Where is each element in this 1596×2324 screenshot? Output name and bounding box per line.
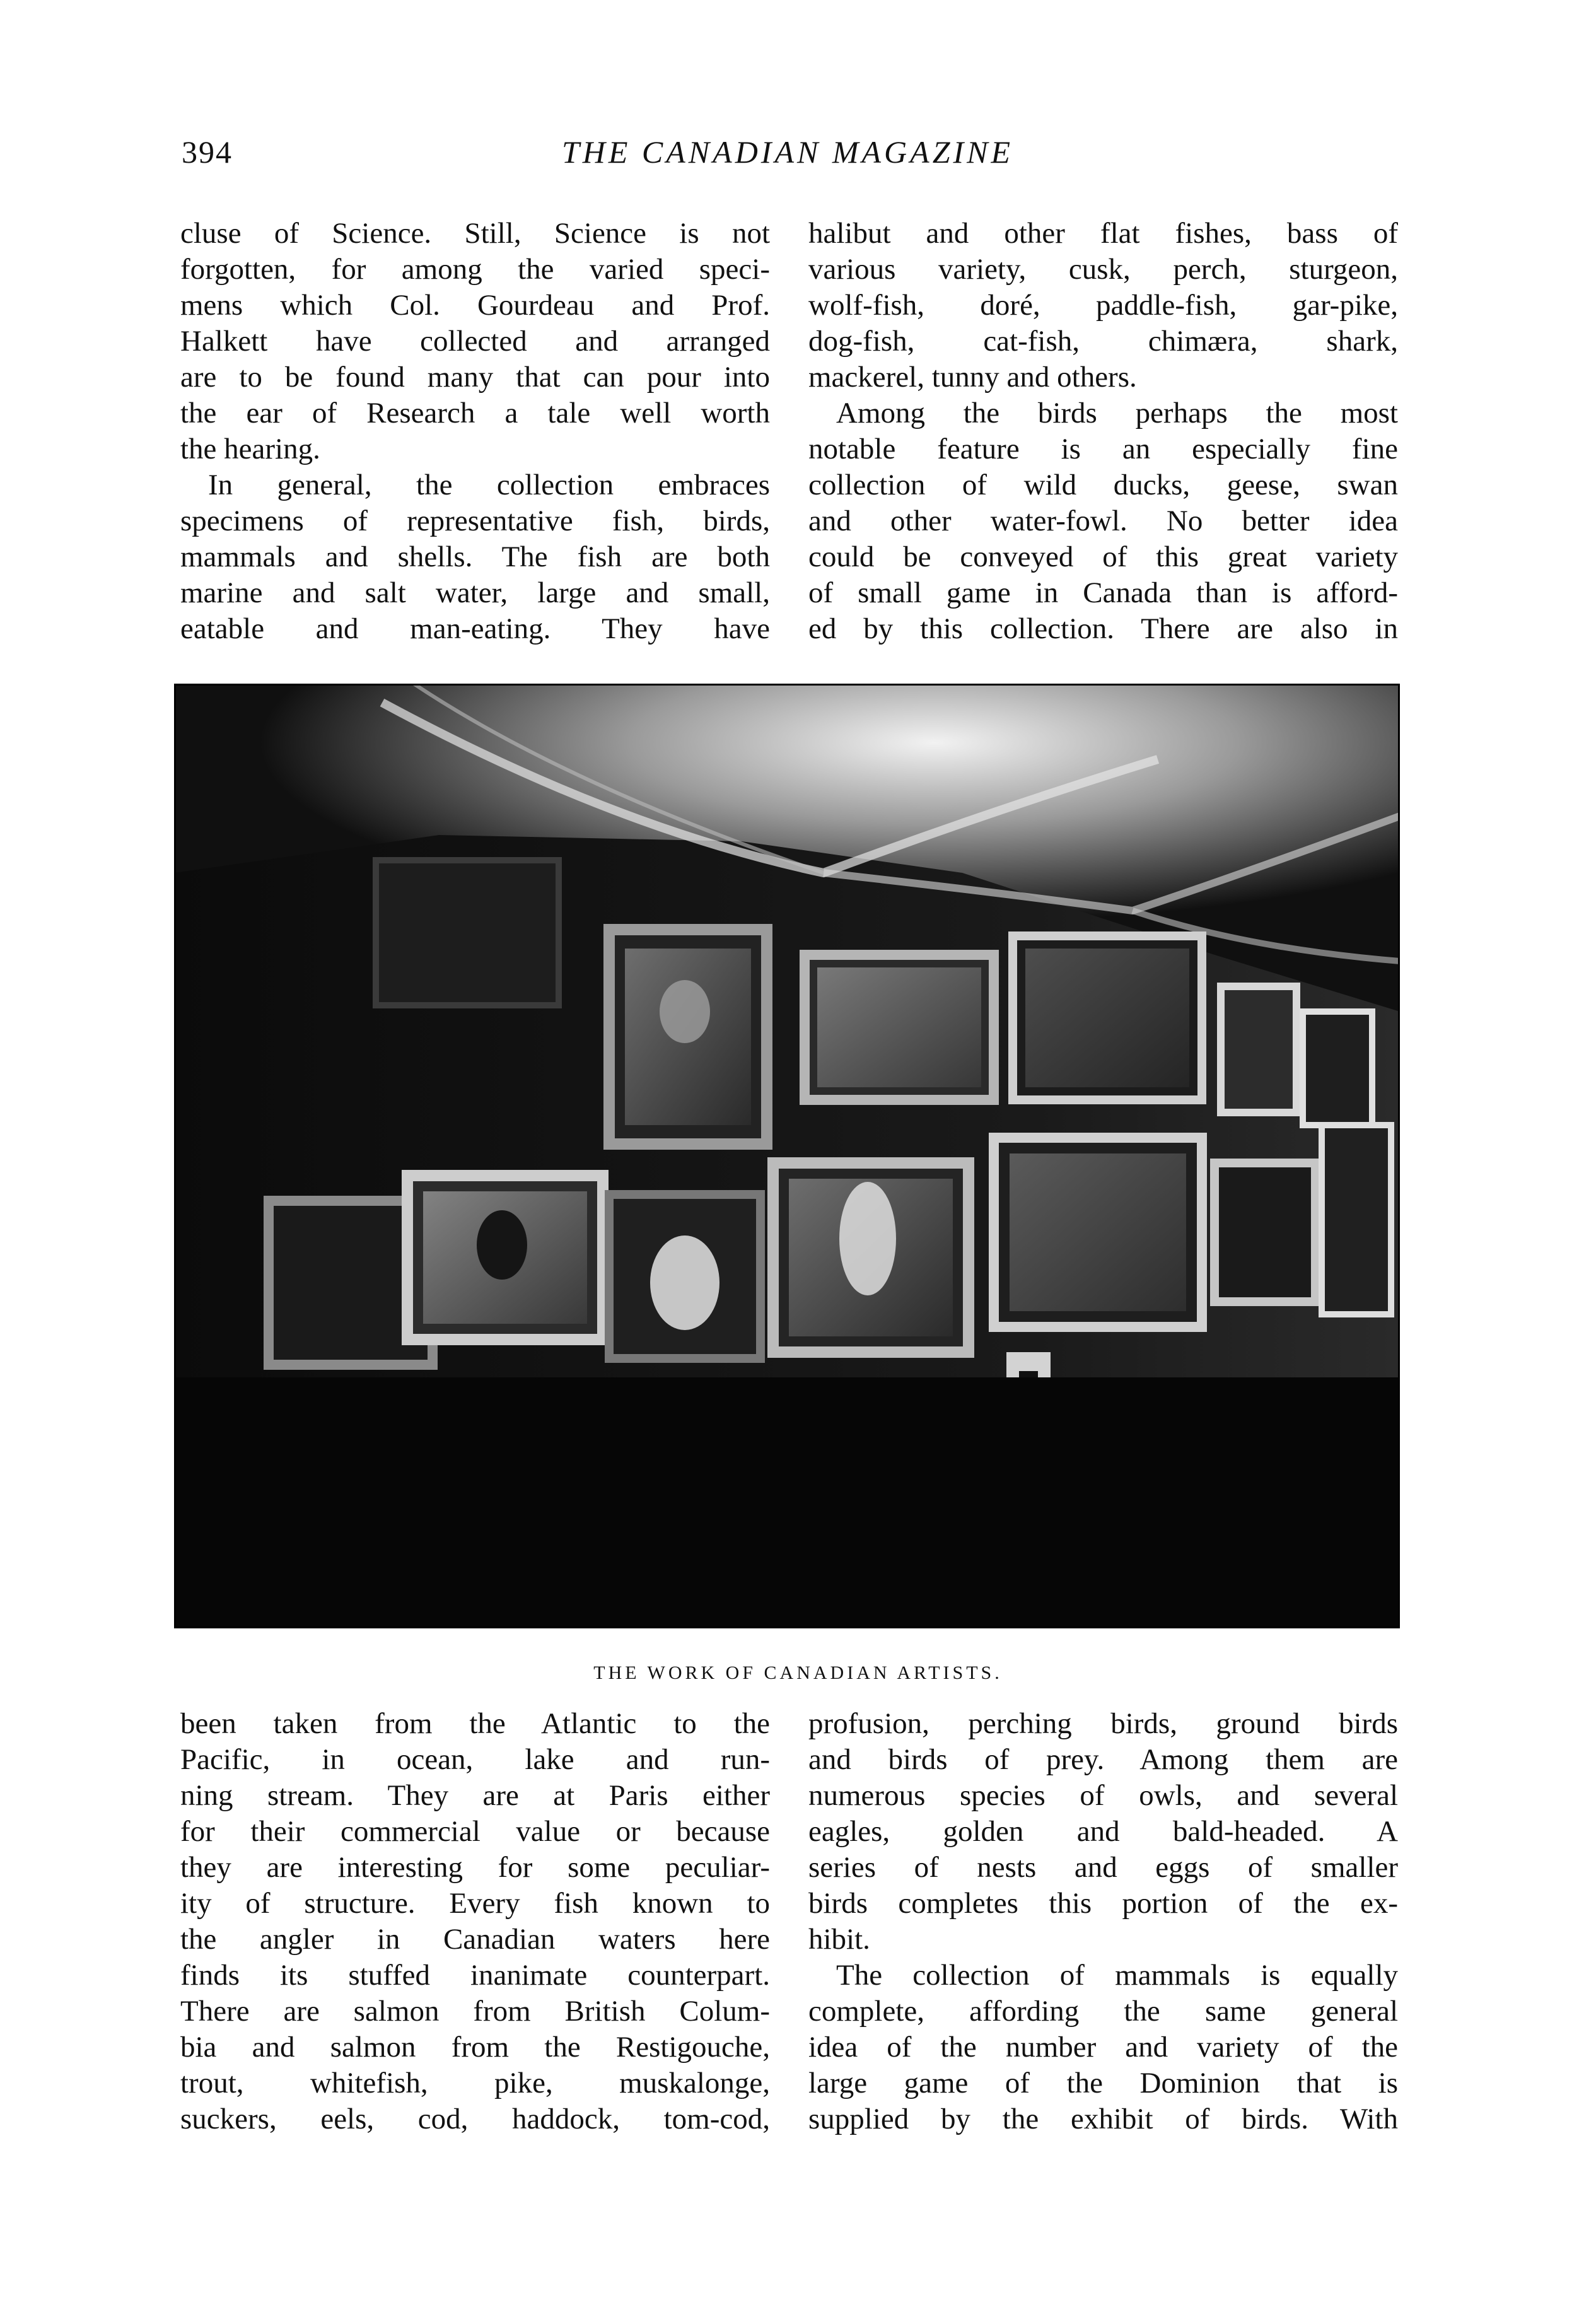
text-line: cluse of Science. Still, Science is not: [180, 217, 770, 250]
text-line: for their commercial value or because: [180, 1815, 770, 1848]
text-line: hibit.: [808, 1923, 870, 1956]
column-bottom-right: [808, 1706, 1398, 2137]
text-line: profusion, perching birds, ground birds: [808, 1707, 1398, 1740]
text-line: Pacific, in ocean, lake and run-: [180, 1743, 770, 1776]
text-line: ning stream. They are at Paris either: [180, 1779, 770, 1812]
text-line: The collection of mammals is equally: [836, 1959, 1398, 1992]
column-bottom-left: [180, 1706, 770, 2137]
text-line: wolf-fish, doré, paddle-fish, gar-pike,: [808, 289, 1398, 322]
text-line: mammals and shells. The fish are both: [180, 540, 770, 573]
column-top-left: [180, 216, 770, 647]
text-line: are to be found many that can pour into: [180, 361, 770, 394]
text-line: the hearing.: [180, 433, 320, 465]
text-line: notable feature is an especially fine: [808, 433, 1398, 465]
text-line: Halkett have collected and arranged: [180, 325, 770, 358]
text-line: ed by this collection. There are also in: [808, 612, 1398, 645]
running-head: THE CANADIAN MAGAZINE: [561, 134, 1014, 170]
text-line: complete, affording the same general: [808, 1995, 1398, 2028]
text-line: There are salmon from British Colum-: [180, 1995, 770, 2028]
text-line: dog-fish, cat-fish, chimæra, shark,: [808, 325, 1398, 358]
text-line: supplied by the exhibit of birds. With: [808, 2103, 1398, 2135]
text-line: could be conveyed of this great variety: [808, 540, 1398, 573]
text-line: various variety, cusk, perch, sturgeon,: [808, 253, 1398, 286]
text-line: the angler in Canadian waters here: [180, 1923, 770, 1956]
text-line: eatable and man-eating. They have: [180, 612, 770, 645]
text-line: they are interesting for some peculiar-: [180, 1851, 770, 1884]
text-line: been taken from the Atlantic to the: [180, 1707, 770, 1740]
text-line: In general, the collection embraces: [208, 469, 770, 501]
text-line: ity of structure. Every fish known to: [180, 1887, 770, 1920]
text-line: mackerel, tunny and others.: [808, 361, 1137, 394]
text-line: finds its stuffed inanimate counterpart.: [180, 1959, 770, 1992]
text-line: and birds of prey. Among them are: [808, 1743, 1398, 1776]
figure-caption: THE WORK OF CANADIAN ARTISTS.: [593, 1662, 1003, 1683]
page-number: 394: [182, 134, 233, 170]
text-line: idea of the number and variety of the: [808, 2031, 1398, 2064]
text-line: specimens of representative fish, birds,: [180, 505, 770, 537]
text-line: halibut and other flat fishes, bass of: [808, 217, 1398, 250]
text-line: mens which Col. Gourdeau and Prof.: [180, 289, 770, 322]
text-line: marine and salt water, large and small,: [180, 576, 770, 609]
text-line: trout, whitefish, pike, muskalonge,: [180, 2067, 770, 2099]
text-line: series of nests and eggs of smaller: [808, 1851, 1398, 1884]
text-line: birds completes this portion of the ex-: [808, 1887, 1398, 1920]
text-line: eagles, golden and bald-headed. A: [808, 1815, 1398, 1848]
text-line: large game of the Dominion that is: [808, 2067, 1398, 2099]
column-top-right: [808, 216, 1398, 647]
text-line: forgotten, for among the varied speci-: [180, 253, 770, 286]
text-line: of small game in Canada than is afford-: [808, 576, 1398, 609]
text-line: the ear of Research a tale well worth: [180, 397, 770, 429]
gallery-photograph: [174, 684, 1400, 1628]
text-line: Among the birds perhaps the most: [836, 397, 1398, 429]
page-header: [182, 134, 1394, 184]
text-line: collection of wild ducks, geese, swan: [808, 469, 1398, 501]
text-line: suckers, eels, cod, haddock, tom-cod,: [180, 2103, 770, 2135]
text-line: and other water-fowl. No better idea: [808, 505, 1398, 537]
text-line: bia and salmon from the Restigouche,: [180, 2031, 770, 2064]
text-line: numerous species of owls, and several: [808, 1779, 1398, 1812]
